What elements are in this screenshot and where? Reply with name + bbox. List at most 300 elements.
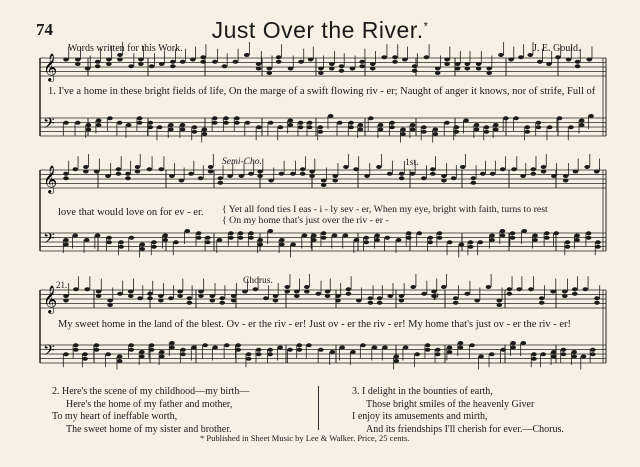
note-head [318, 125, 324, 129]
page-number: 74 [36, 20, 53, 39]
note-head [586, 236, 592, 240]
note-head [188, 172, 194, 176]
note-head [417, 231, 423, 235]
note-head [190, 58, 196, 62]
note-head [427, 240, 433, 244]
note-head [137, 116, 143, 120]
note-head [539, 301, 545, 305]
note-head [107, 303, 113, 307]
note-head [128, 294, 134, 298]
note-head [441, 174, 447, 178]
note-head [309, 174, 315, 178]
note-head [394, 355, 400, 359]
note-head [421, 130, 427, 134]
note-head [474, 299, 480, 303]
note-head [308, 58, 314, 62]
note-head [410, 285, 416, 289]
note-head [268, 121, 274, 125]
note-head [468, 245, 474, 249]
note-head [187, 301, 193, 305]
note-head [330, 350, 336, 354]
note-head [205, 236, 211, 240]
verse-2-line: The sweet home of my sister and brother. [66, 423, 232, 435]
words-credit: Words written for this Work. [68, 43, 183, 54]
note-head [497, 299, 503, 303]
note-head [521, 229, 527, 233]
note-head [410, 172, 416, 176]
note-head [159, 350, 165, 354]
note-head [138, 62, 144, 66]
note-head [392, 60, 398, 64]
note-head [84, 238, 90, 242]
note-head [208, 165, 214, 169]
note-head [321, 231, 327, 235]
note-head [550, 290, 556, 294]
note-head [555, 55, 561, 59]
note-head [441, 285, 447, 289]
note-head [458, 341, 464, 345]
note-head [498, 53, 504, 57]
note-head [306, 343, 312, 347]
note-head [107, 116, 113, 120]
note-head [484, 130, 490, 134]
note-head [403, 346, 409, 350]
note-head [96, 123, 102, 127]
note-head [532, 234, 538, 238]
note-head [288, 123, 294, 127]
note-head [94, 343, 100, 347]
note-head [135, 165, 141, 169]
note-head [455, 67, 461, 71]
note-head [128, 64, 134, 68]
system2-lyric: love that would love on for ev - er. [58, 207, 204, 218]
note-head [304, 285, 310, 289]
note-head [594, 301, 600, 305]
note-head [510, 346, 516, 350]
note-head [510, 231, 516, 235]
note-head [463, 119, 469, 123]
note-head [329, 62, 335, 66]
verse-2-line: To my heart of ineffable worth, [52, 411, 178, 423]
system1-lyric: 1. I've a home in these bright fields of life, On the marge of a swift flowing riv - er; Naught of anger it knows, nor of strife, Full of [48, 86, 596, 97]
note-head [117, 58, 123, 62]
note-head [435, 67, 441, 71]
note-head [376, 165, 382, 169]
note-head [486, 67, 492, 71]
note-head [128, 290, 134, 294]
note-head [389, 121, 395, 125]
note-head [200, 60, 206, 64]
note-head [532, 238, 538, 242]
note-head [238, 236, 244, 240]
note-head [510, 236, 516, 240]
note-head [268, 179, 274, 183]
note-head [279, 172, 285, 176]
note-head [151, 245, 157, 249]
note-head [257, 174, 263, 178]
note-head [198, 294, 204, 298]
note-head [381, 55, 387, 59]
verse-2-line: Here's the home of my father and mother, [66, 398, 233, 410]
note-head [563, 179, 569, 183]
note-head [137, 296, 143, 300]
note-head [106, 240, 112, 244]
note-head [500, 167, 506, 171]
note-head [267, 71, 273, 75]
bass-clef-icon: 𝄢 [43, 115, 55, 136]
note-head [454, 125, 460, 129]
first-ending-marking: 1st. [405, 158, 419, 168]
note-head [242, 290, 248, 294]
note-head [316, 292, 322, 296]
note-head [568, 125, 574, 129]
note-head [469, 343, 475, 347]
note-head [191, 346, 197, 350]
note-head [116, 172, 122, 176]
note-head [137, 121, 143, 125]
note-head [430, 167, 436, 171]
note-head [388, 294, 394, 298]
note-head [490, 172, 496, 176]
note-head [571, 355, 577, 359]
note-head [497, 303, 503, 307]
note-head [437, 236, 443, 240]
system3-lyric: My sweet home in the land of the blest. Ov - er the riv - er! Just ov - er the riv - er! My home that's just ov - er the riv - er! [58, 319, 572, 330]
note-head [248, 236, 254, 240]
note-head [147, 292, 153, 296]
semi-chorus-marking: Semi-Cho. [222, 157, 262, 167]
note-head [96, 290, 102, 294]
note-head [298, 121, 304, 125]
note-head [256, 352, 262, 356]
note-head [135, 170, 141, 174]
note-head [288, 119, 294, 123]
note-head [129, 236, 135, 240]
note-head [139, 350, 145, 354]
note-head [307, 125, 313, 129]
note-head [595, 240, 601, 244]
note-head [126, 123, 132, 127]
note-head [332, 174, 338, 178]
note-head [185, 229, 191, 233]
note-head [238, 231, 244, 235]
note-head [572, 292, 578, 296]
note-head [562, 294, 568, 298]
note-head [412, 64, 418, 68]
note-head [339, 64, 345, 68]
note-head [363, 240, 369, 244]
note-head [453, 296, 459, 300]
note-head [73, 348, 79, 352]
note-head [343, 165, 349, 169]
note-head [318, 71, 324, 75]
note-head [246, 352, 252, 356]
note-head [128, 343, 134, 347]
note-head [384, 236, 390, 240]
note-head [372, 346, 378, 350]
note-head [149, 348, 155, 352]
note-head [75, 121, 81, 125]
note-head [513, 116, 519, 120]
note-head [256, 348, 262, 352]
note-head [162, 234, 168, 238]
note-head [335, 299, 341, 303]
note-head [321, 183, 327, 187]
note-head [257, 238, 263, 242]
note-head [530, 167, 536, 171]
note-head [437, 231, 443, 235]
note-head [63, 172, 69, 176]
note-head [198, 176, 204, 180]
note-head [553, 231, 559, 235]
note-head [294, 294, 300, 298]
note-head [574, 234, 580, 238]
note-head [309, 170, 315, 174]
note-head [460, 165, 466, 169]
note-head [579, 123, 585, 127]
note-head [169, 346, 175, 350]
note-head [370, 67, 376, 71]
note-head [377, 301, 383, 305]
note-head [196, 236, 202, 240]
note-head [444, 58, 450, 62]
note-head [169, 174, 175, 178]
note-head [95, 64, 101, 68]
note-head [86, 123, 92, 127]
note-head [63, 299, 69, 303]
note-head [273, 299, 279, 303]
note-head [235, 348, 241, 352]
note-head [489, 352, 495, 356]
note-head [297, 343, 303, 347]
note-head [399, 172, 405, 176]
note-head [325, 294, 331, 298]
note-head [546, 62, 552, 66]
note-head [360, 343, 366, 347]
title-footnote-mark: * [423, 20, 429, 33]
note-head [544, 236, 550, 240]
note-head [400, 128, 406, 132]
note-head [218, 176, 224, 180]
note-head [277, 346, 283, 350]
note-head [427, 236, 433, 240]
note-head [583, 287, 589, 291]
note-head [235, 343, 241, 347]
note-head [267, 352, 273, 356]
note-head [561, 352, 567, 356]
note-head [536, 125, 542, 129]
note-head [139, 243, 145, 247]
note-head [350, 67, 356, 71]
note-head [516, 287, 522, 291]
note-head [106, 62, 112, 66]
hymn-title-text: Just Over the River. [211, 17, 424, 43]
note-head [219, 301, 225, 305]
note-head [297, 348, 303, 352]
note-head [389, 125, 395, 129]
note-head [169, 341, 175, 345]
note-head [107, 299, 113, 303]
note-head [328, 114, 334, 118]
note-head [257, 170, 263, 174]
note-head [168, 296, 174, 300]
note-head [571, 350, 577, 354]
note-head [210, 299, 216, 303]
note-head [106, 58, 112, 62]
note-head [500, 229, 506, 233]
note-head [75, 62, 81, 66]
note-head [359, 64, 365, 68]
note-head [149, 64, 155, 68]
note-head [489, 238, 495, 242]
note-head [239, 174, 245, 178]
note-head [212, 346, 218, 350]
note-head [435, 352, 441, 356]
verse-divider [318, 386, 319, 430]
note-head [246, 357, 252, 361]
treble-clef-icon: 𝄞 [43, 165, 58, 193]
note-head [257, 243, 263, 247]
note-head [518, 55, 524, 59]
note-head [544, 231, 550, 235]
note-head [139, 247, 145, 251]
note-head [451, 176, 457, 180]
note-head [406, 236, 412, 240]
note-head [94, 348, 100, 352]
note-head [399, 294, 405, 298]
note-head [217, 238, 223, 242]
note-head [500, 348, 506, 352]
note-head [536, 121, 542, 125]
verse-3-line: And its friendships I'll cherish for ever.—Chorus. [366, 423, 564, 435]
note-head [468, 240, 474, 244]
note-head [287, 348, 293, 352]
note-head [219, 296, 225, 300]
note-head [168, 123, 174, 127]
note-head [572, 287, 578, 291]
note-head [192, 125, 198, 129]
note-head [551, 174, 557, 178]
note-head [180, 352, 186, 356]
note-head [302, 234, 308, 238]
note-head [394, 359, 400, 363]
note-head [348, 121, 354, 125]
publication-footnote: * Published in Sheet Music by Lee & Walker. Price, 25 cents. [200, 433, 410, 443]
verse-3-line: I enjoy its amusements and mirth, [352, 411, 488, 423]
note-head [318, 130, 324, 134]
note-head [348, 125, 354, 129]
note-head [574, 238, 580, 242]
note-head [503, 116, 509, 120]
note-head [170, 60, 176, 64]
note-head [444, 121, 450, 125]
note-head [563, 174, 569, 178]
note-head [139, 355, 145, 359]
note-head [547, 125, 553, 129]
note-head [82, 357, 88, 361]
note-head [158, 294, 164, 298]
note-head [218, 181, 224, 185]
note-head [263, 296, 269, 300]
note-head [594, 170, 600, 174]
note-head [205, 240, 211, 244]
note-head [248, 172, 254, 176]
note-head [85, 67, 91, 71]
note-head [73, 343, 79, 347]
note-head [354, 238, 360, 242]
note-head [158, 167, 164, 171]
note-head [478, 355, 484, 359]
treble-clef-icon: 𝄞 [43, 285, 58, 313]
note-head [406, 231, 412, 235]
note-head [168, 128, 174, 132]
note-head [551, 355, 557, 359]
note-head [396, 238, 402, 242]
note-head [484, 125, 490, 129]
note-head [116, 167, 122, 171]
note-head [343, 234, 349, 238]
note-head [464, 62, 470, 66]
note-head [524, 130, 530, 134]
note-head [125, 172, 131, 176]
note-head [200, 55, 206, 59]
note-head [510, 341, 516, 345]
note-head [464, 67, 470, 71]
note-head [294, 290, 300, 294]
note-head [279, 243, 285, 247]
verse-3-line: 3. I delight in the bounties of earth, [352, 386, 493, 397]
note-head [353, 167, 359, 171]
bass-clef-icon: 𝄢 [43, 230, 55, 251]
note-head [368, 116, 374, 120]
note-head [575, 64, 581, 68]
note-head [227, 174, 233, 178]
note-head [96, 119, 102, 123]
note-head [493, 123, 499, 127]
note-head [346, 292, 352, 296]
note-head [368, 301, 374, 305]
note-head [72, 234, 78, 238]
note-head [358, 123, 364, 127]
note-head [253, 287, 259, 291]
note-head [374, 234, 380, 238]
note-head [256, 62, 262, 66]
note-head [118, 240, 124, 244]
note-head [202, 128, 208, 132]
note-head [561, 348, 567, 352]
note-head [531, 357, 537, 361]
note-head [63, 176, 69, 180]
note-head [346, 287, 352, 291]
note-head [83, 165, 89, 169]
note-head [476, 62, 482, 66]
note-head [410, 128, 416, 132]
note-head [105, 174, 111, 178]
note-head [581, 355, 587, 359]
note-head [268, 229, 274, 233]
note-head [435, 71, 441, 75]
note-head [180, 60, 186, 64]
note-head [96, 294, 102, 298]
note-head [284, 290, 290, 294]
note-head [528, 287, 534, 291]
note-head [321, 179, 327, 183]
note-head [245, 121, 251, 125]
hymn-title [0, 17, 640, 44]
note-head [63, 243, 69, 247]
note-head [459, 243, 465, 247]
note-head [84, 287, 90, 291]
